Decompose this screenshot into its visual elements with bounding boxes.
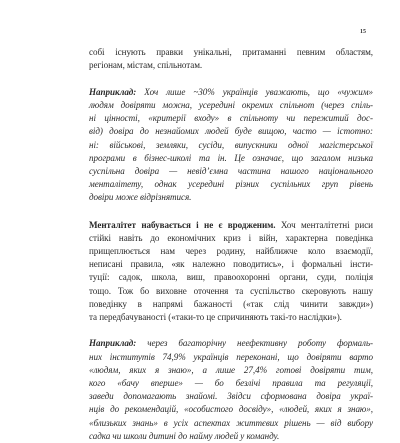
bold-lead: Менталітет набувається і не є вродженим. xyxy=(89,219,276,230)
text-line: неписані правила, «як належно поводитись», і формальні інсти- xyxy=(89,259,373,270)
text-line: Наприклад: через багаторічну неефективну роботу формаль- xyxy=(89,338,373,349)
text-line: прищеплюється нам через родину, найближче коло взаємодії, xyxy=(89,245,373,256)
text-line: стійкі навіть до економічних криз і війн, характерна поведінка xyxy=(89,232,373,243)
text-line: поведінку в напрямі бажаності («так слід чинити завжди») xyxy=(89,298,373,309)
text-line: від) довіра до незнайомих людей буде вищою, часто — істотно: xyxy=(89,126,373,137)
text-line: ні: військові, земляки, сусіди, випускники одної магістерської xyxy=(89,139,373,150)
paragraph-intro xyxy=(89,46,373,72)
text-line: заведи допомагають знайомі. Звідси сформована довіра украї- xyxy=(89,391,373,402)
text-line: та передбачуваності («таки-то це спричиняють такі-то наслідки»). xyxy=(89,311,342,322)
text-line: програми в бізнес-школі та ін. Це означає, що загалом низька xyxy=(89,152,373,163)
text-line: людям довіряти можна, усередині окремих спільнот (через спіль- xyxy=(89,100,373,111)
page-number: 15 xyxy=(360,29,366,35)
text-line: тощо. Тож бо виховне оточення та суспільство скеровують нашу xyxy=(89,285,373,296)
text-line: Наприклад: Хоч лише ~30% українців уважають, що «чужим» xyxy=(89,86,373,97)
text-line: нців до рекомендацій, «особистого досвіду», «людей, яких я знаю», xyxy=(89,404,373,415)
example-block-1 xyxy=(89,86,373,205)
text-line: регіонам, містам, спільнотам. xyxy=(89,60,203,71)
text-line: ні цінності, «критерії входу» в спільноту чи пережитий дос- xyxy=(89,113,373,124)
example-label: Наприклад: xyxy=(89,338,137,349)
example-label: Наприклад: xyxy=(89,86,137,97)
page-body xyxy=(89,46,373,443)
text-line: «людям, яких я знаю», а лише 27,4% готові довіряти тим, xyxy=(89,364,373,375)
text-line: туції: садок, школа, виш, правоохоронні органи, суди, поліція xyxy=(89,272,373,283)
example-block-2 xyxy=(89,337,373,443)
text-line: садка чи школи дитині до найму людей у команду. xyxy=(89,430,280,441)
text-line: «близьких знань» в усіх аспектах життєвих рішень — від вибору xyxy=(89,417,373,428)
text-line: довіри може відрізнятися. xyxy=(89,192,192,203)
paragraph-mentality xyxy=(89,219,373,325)
text-line: менталітету, однак усередині різних суспільних груп рівень xyxy=(89,179,373,190)
text-line: Менталітет набувається і не є вродженим. Хоч менталітетні риси xyxy=(89,219,373,230)
text-line: суспільна довіра — невід’ємна частина нашого національного xyxy=(89,166,373,176)
text-line: кого «бачу вперше» — бо безлічі правила та регуляції, xyxy=(89,378,373,389)
text-line: них інститутів 74,9% українців переконані, що довіряти варто xyxy=(89,351,373,362)
text-line: собі існують правки унікальні, притаманні певним областям, xyxy=(89,47,373,57)
